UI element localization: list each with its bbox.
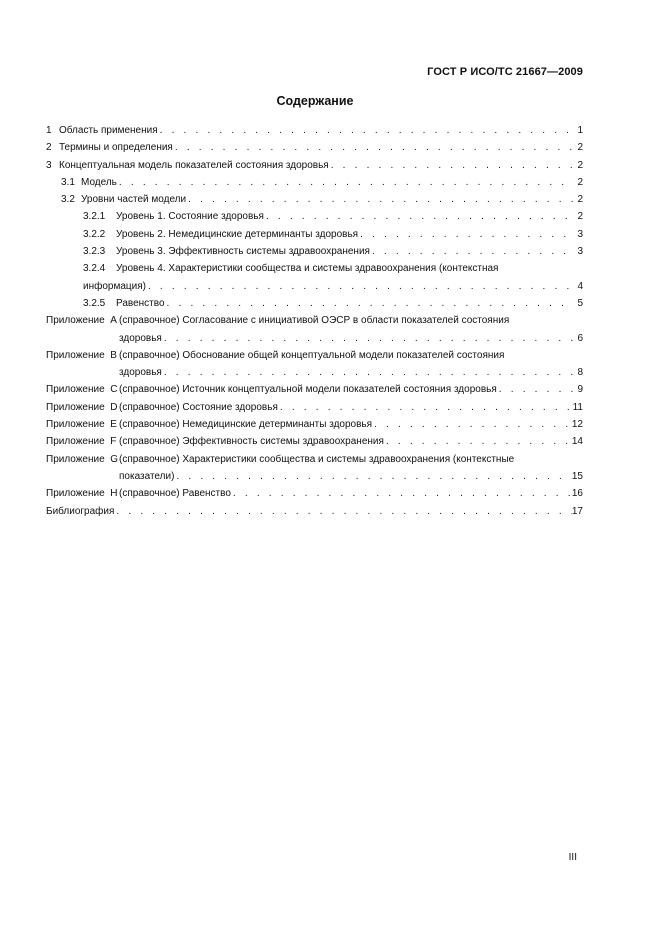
toc-appendix-g[interactable] <box>46 451 583 468</box>
table-of-contents <box>46 122 583 520</box>
dot-leader <box>117 174 573 191</box>
toc-page: 3 <box>577 228 583 240</box>
toc-entry-3-2-4[interactable] <box>46 260 583 277</box>
toc-title: Содержание <box>276 94 354 108</box>
toc-number: 1 <box>46 125 52 136</box>
appendix-word: Приложение <box>46 349 105 361</box>
toc-entry-3-2[interactable] <box>46 191 583 208</box>
dot-leader <box>158 122 573 139</box>
dot-leader <box>384 433 572 450</box>
toc-number: 3.2 <box>61 194 75 206</box>
appendix-text-cont: здоровья <box>119 367 162 379</box>
toc-entry-3-2-2[interactable] <box>46 226 583 243</box>
toc-page: 17 <box>571 505 583 517</box>
dot-leader <box>174 468 571 485</box>
toc-entry-3-1[interactable] <box>46 174 583 191</box>
toc-number: 3.2.1 <box>83 211 106 223</box>
toc-page: 4 <box>577 280 583 292</box>
toc-page: 6 <box>577 332 583 344</box>
toc-page: 12 <box>571 419 583 431</box>
toc-text: Уровень 4. Характеристики сообщества и системы здравоохранения (контекстная <box>116 263 499 275</box>
dot-leader <box>329 157 573 174</box>
appendix-word: Приложение <box>46 488 105 500</box>
toc-entry-3[interactable] <box>46 157 583 174</box>
dot-leader <box>173 139 573 156</box>
appendix-word: Приложение <box>46 436 105 448</box>
toc-number: 3.2.4 <box>83 263 106 275</box>
appendix-text: (справочное) Согласование с инициативой ОЭСР в области показателей состояния <box>119 315 510 327</box>
toc-appendix-e[interactable] <box>46 416 583 433</box>
dot-leader <box>146 278 573 295</box>
dot-leader <box>162 364 573 381</box>
appendix-text: (справочное) Обоснование общей концептуальной модели показателей состояния <box>119 349 505 361</box>
toc-page: 2 <box>577 159 583 171</box>
toc-page: 16 <box>571 488 583 500</box>
dot-leader <box>372 416 572 433</box>
toc-page: 1 <box>577 125 583 136</box>
dot-leader <box>165 295 573 312</box>
appendix-letter: C <box>110 384 118 396</box>
appendix-word: Приложение <box>46 315 105 327</box>
toc-text: Равенство <box>116 297 165 309</box>
toc-text-cont: информация) <box>83 280 146 292</box>
toc-page: 2 <box>577 142 583 154</box>
appendix-text: (справочное) Немедицинские детерминанты здоровья <box>119 419 373 431</box>
toc-entry-3-2-4-cont[interactable] <box>46 278 583 295</box>
toc-page: 2 <box>577 194 583 206</box>
dot-leader <box>231 485 572 502</box>
appendix-text: (справочное) Источник концептуальной модели показателей состояния здоровья <box>119 384 497 396</box>
toc-appendix-f[interactable] <box>46 433 583 450</box>
appendix-word: Приложение <box>46 384 105 396</box>
dot-leader <box>278 399 573 416</box>
toc-text: Область применения <box>59 125 158 136</box>
toc-text: Уровень 3. Эффективность системы здравоохранения <box>116 246 370 258</box>
toc-appendix-b-cont[interactable] <box>46 364 583 381</box>
bibliography-text: Библиография <box>46 505 115 517</box>
appendix-text: (справочное) Состояние здоровья <box>119 401 278 413</box>
toc-text: Уровень 1. Состояние здоровья <box>116 211 264 223</box>
appendix-word: Приложение <box>46 419 105 431</box>
toc-appendix-b[interactable] <box>46 347 583 364</box>
toc-appendix-g-cont[interactable] <box>46 468 583 485</box>
toc-text: Уровни частей модели <box>81 194 187 206</box>
appendix-letter: D <box>110 401 118 413</box>
toc-text: Модель <box>81 176 117 188</box>
appendix-text: (справочное) Равенство <box>119 488 231 500</box>
toc-page: 2 <box>577 176 583 188</box>
dot-leader <box>264 208 573 225</box>
toc-entry-1[interactable] <box>46 122 583 139</box>
appendix-word: Приложение <box>46 453 105 465</box>
appendix-text: (справочное) Характеристики сообщества и системы здравоохранения (контекстные <box>119 453 515 465</box>
toc-appendix-c[interactable] <box>46 381 583 398</box>
toc-page: 8 <box>577 367 583 379</box>
toc-entry-2[interactable] <box>46 139 583 156</box>
toc-appendix-a[interactable] <box>46 312 583 329</box>
appendix-letter: E <box>110 419 117 431</box>
appendix-letter: H <box>110 488 118 500</box>
toc-entry-3-2-1[interactable] <box>46 208 583 225</box>
toc-number: 3.2.3 <box>83 246 106 258</box>
dot-leader <box>186 191 573 208</box>
toc-entry-3-2-3[interactable] <box>46 243 583 260</box>
appendix-word: Приложение <box>46 401 105 413</box>
toc-page: 14 <box>571 436 583 448</box>
toc-page: 11 <box>572 401 583 413</box>
toc-page: 15 <box>571 470 583 482</box>
toc-page: 2 <box>577 211 583 223</box>
appendix-letter: G <box>110 453 118 465</box>
toc-number: 3.2.5 <box>83 297 106 309</box>
appendix-text-cont: показатели) <box>119 470 175 482</box>
toc-appendix-h[interactable] <box>46 485 583 502</box>
dot-leader <box>497 381 573 398</box>
toc-page: 3 <box>577 246 583 258</box>
toc-number: 3 <box>46 159 52 171</box>
appendix-letter: F <box>110 436 117 448</box>
toc-number: 3.1 <box>61 176 75 188</box>
toc-number: 3.2.2 <box>83 228 106 240</box>
toc-page: 9 <box>577 384 583 396</box>
document-code: ГОСТ Р ИСО/ТС 21667—2009 <box>427 66 583 78</box>
appendix-letter: A <box>110 315 117 327</box>
toc-text: Концептуальная модель показателей состояния здоровья <box>59 159 329 171</box>
dot-leader <box>162 330 573 347</box>
toc-appendix-a-cont[interactable] <box>46 330 583 347</box>
toc-appendix-d[interactable] <box>46 399 583 416</box>
appendix-letter: B <box>110 349 117 361</box>
toc-number: 2 <box>46 142 52 154</box>
toc-entry-3-2-5[interactable] <box>46 295 583 312</box>
dot-leader <box>114 503 571 520</box>
appendix-text-cont: здоровья <box>119 332 162 344</box>
toc-page: 5 <box>577 297 583 309</box>
page-number: III <box>568 852 577 863</box>
appendix-text: (справочное) Эффективность системы здравоохранения <box>119 436 384 448</box>
toc-text: Уровень 2. Немедицинские детерминанты здоровья <box>116 228 359 240</box>
dot-leader <box>358 226 573 243</box>
toc-bibliography[interactable] <box>46 503 583 520</box>
dot-leader <box>370 243 573 260</box>
toc-text: Термины и определения <box>59 142 173 154</box>
